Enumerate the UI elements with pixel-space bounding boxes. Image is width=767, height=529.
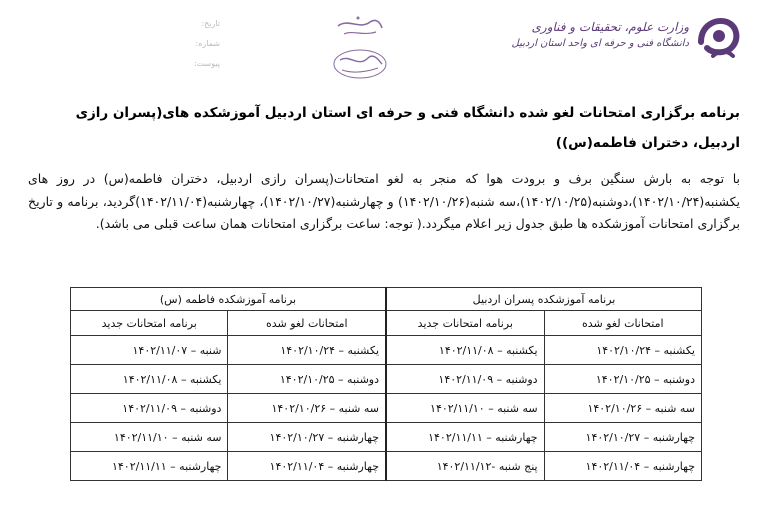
table-cell: چهارشنبه – ۱۴۰۲/۱۱/۰۴ bbox=[228, 452, 386, 481]
university-logo-icon bbox=[695, 12, 743, 60]
table-cell: دوشنبه – ۱۴۰۲/۱۱/۰۹ bbox=[71, 394, 228, 423]
table-row bbox=[71, 365, 702, 394]
table-cell: دوشنبه – ۱۴۰۲/۱۰/۲۵ bbox=[228, 365, 386, 394]
header-seal-calligraphy bbox=[330, 12, 390, 82]
table-cell: یکشنبه – ۱۴۰۲/۱۰/۲۴ bbox=[228, 336, 386, 365]
table-row bbox=[71, 394, 702, 423]
ministry-letterhead bbox=[443, 10, 743, 80]
table-row bbox=[71, 423, 702, 452]
table-cell: یکشنبه – ۱۴۰۲/۱۰/۲۴ bbox=[544, 336, 701, 365]
table-cell: پنج شنبه -۱۴۰۲/۱۱/۱۲ bbox=[386, 452, 544, 481]
table-cell: سه شنبه – ۱۴۰۲/۱۰/۲۶ bbox=[544, 394, 701, 423]
column-header: امتحانات لغو شده bbox=[228, 311, 386, 336]
table-column-header-row bbox=[71, 311, 702, 336]
table-cell: یکشنبه – ۱۴۰۲/۱۱/۰۸ bbox=[71, 365, 228, 394]
column-header: امتحانات لغو شده bbox=[544, 311, 701, 336]
university-unit-name: دانشگاه فنی و حرفه ای واحد استان اردبیل bbox=[511, 38, 689, 49]
ministry-name: وزارت علوم، تحقیقات و فناوری bbox=[531, 20, 689, 34]
table-cell: سه شنبه – ۱۴۰۲/۱۱/۱۰ bbox=[386, 394, 544, 423]
table-cell: یکشنبه – ۱۴۰۲/۱۱/۰۸ bbox=[386, 336, 544, 365]
number-label: شماره: bbox=[195, 39, 220, 48]
column-header: برنامه امتحانات جدید bbox=[71, 311, 228, 336]
letter-header bbox=[0, 0, 767, 90]
column-header: برنامه امتحانات جدید bbox=[386, 311, 544, 336]
table-cell: چهارشنبه – ۱۴۰۲/۱۱/۰۴ bbox=[544, 452, 701, 481]
table-cell: چهارشنبه – ۱۴۰۲/۱۱/۱۱ bbox=[386, 423, 544, 452]
announcement-paragraph: با توجه به بارش سنگین برف و برودت هوا که منجر به لغو امتحانات(پسران رازی اردبیل، دختران فاطمه(س) در روز های یکشنبه(۱۴۰۲/۱۰/۲۴)،دوشنبه(۱۴۰۲/۱۰/۲۵)،سه شنبه(۱۴۰۲/۱۰/۲۶) و چهارشنبه(۱۴۰۲/۱۰/۲۷)، چهارشنبه(۱۴۰۲/۱۱/۰۴)گردید، برنامه و تاریخ برگزاری امتحانات آموزشکده ها طبق جدول زیر اعلام میگردد.( توجه: ساعت برگزاری امتحانات همان ساعت قبلی می باشد). bbox=[28, 171, 740, 231]
attachment-label: پیوست: bbox=[193, 59, 220, 68]
table-cell: دوشنبه – ۱۴۰۲/۱۰/۲۵ bbox=[544, 365, 701, 394]
table-cell: چهارشنبه – ۱۴۰۲/۱۰/۲۷ bbox=[544, 423, 701, 452]
group-header-fatemeh: برنامه آموزشکده فاطمه (س) bbox=[71, 288, 387, 311]
table-cell: دوشنبه – ۱۴۰۲/۱۱/۰۹ bbox=[386, 365, 544, 394]
table-row bbox=[71, 336, 702, 365]
document-title: برنامه برگزاری امتحانات لغو شده دانشگاه فنی و حرفه ای استان اردبیل آموزشکده های(پسران رازی اردبیل، دختران فاطمه(س)) bbox=[75, 105, 740, 151]
date-label: تاریخ: bbox=[201, 19, 220, 28]
group-header-razi: برنامه آموزشکده پسران اردبیل bbox=[386, 288, 701, 311]
table-cell: چهارشنبه – ۱۴۰۲/۱۰/۲۷ bbox=[228, 423, 386, 452]
exam-schedule-table bbox=[70, 287, 702, 481]
table-group-header-row bbox=[71, 288, 702, 311]
table-cell: سه شنبه – ۱۴۰۲/۱۱/۱۰ bbox=[71, 423, 228, 452]
table-cell: چهارشنبه – ۱۴۰۲/۱۱/۱۱ bbox=[71, 452, 228, 481]
table-row bbox=[71, 452, 702, 481]
table-cell: شنبه – ۱۴۰۲/۱۱/۰۷ bbox=[71, 336, 228, 365]
letter-meta-fields bbox=[150, 14, 220, 74]
table-cell: سه شنبه – ۱۴۰۲/۱۰/۲۶ bbox=[228, 394, 386, 423]
